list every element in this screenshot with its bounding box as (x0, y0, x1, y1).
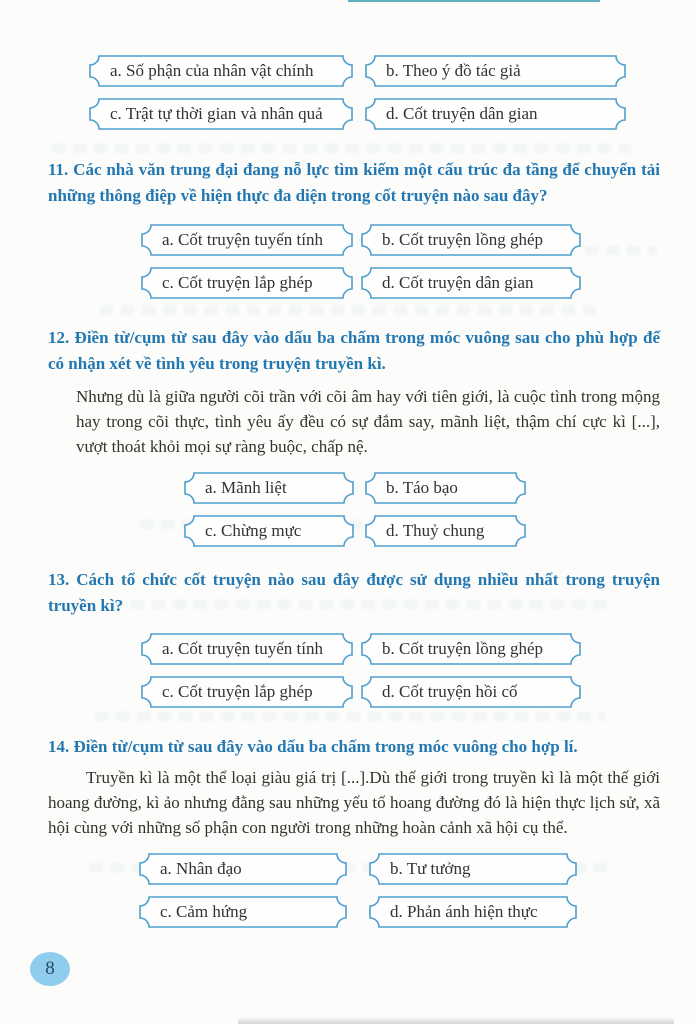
answer-option-label: a. Số phận của nhân vật chính (110, 61, 314, 80)
answer-option-label: d. Cốt truyện dân gian (386, 104, 538, 123)
answer-option-label: a. Cốt truyện tuyến tính (162, 639, 324, 658)
question-14 (48, 734, 660, 927)
answer-row (48, 854, 660, 884)
answer-row (48, 225, 660, 255)
answer-option-label: d. Phản ánh hiện thực (390, 902, 538, 921)
answer-option-label: b. Theo ý đồ tác giả (386, 61, 521, 80)
question-12 (48, 325, 660, 546)
answer-option-b (366, 56, 625, 86)
answer-option-a (90, 56, 352, 86)
answer-row (48, 56, 660, 86)
answer-group (48, 225, 660, 298)
answer-option-d (370, 897, 576, 927)
question-title: 14. Điền từ/cụm từ sau đây vào dấu ba chấm trong móc vuông cho hợp lí. (48, 737, 578, 756)
answer-option-label: b. Cốt truyện lồng ghép (382, 639, 544, 658)
answer-option-label: b. Cốt truyện lồng ghép (382, 230, 544, 249)
question-title: 12. Điền từ/cụm từ sau đây vào dấu ba chấm trong móc vuông sau cho phù hợp để có nhận xét về tình yêu trong truyện truyền kì. (48, 328, 660, 373)
answer-group-carryover (48, 56, 660, 129)
answer-row (48, 897, 660, 927)
answer-row (48, 268, 660, 298)
answer-option-b (362, 225, 580, 255)
answer-option-label: b. Táo bạo (386, 478, 458, 497)
answer-option-d (362, 677, 580, 707)
question-passage: Truyền kì là một thể loại giàu giá trị [...].Dù thế giới trong truyền kì là một thế giới hoang đường, kì ảo nhưng đằng sau những yếu tố hoang đường đó là hiện thực lịch sử, xã hội cùng với những số phận con người trong những hoàn cảnh xã hội cụ thể. (48, 768, 660, 837)
answer-option-label: a. Nhân đạo (160, 859, 242, 878)
answer-option-c (185, 516, 353, 546)
answer-group (48, 634, 660, 707)
answer-option-c (90, 99, 352, 129)
answer-option-label: d. Cốt truyện hồi cố (382, 682, 518, 701)
answer-option-label: a. Cốt truyện tuyến tính (162, 230, 324, 249)
answer-option-label: d. Thuỷ chung (386, 521, 485, 540)
answer-option-c (142, 268, 352, 298)
answer-option-b (370, 854, 576, 884)
question-title: 11. Các nhà văn trung đại đang nỗ lực tìm kiếm một cấu trúc đa tầng để chuyển tải những thông điệp về hiện thực đa diện trong cốt truyện nào sau đây? (48, 160, 660, 205)
answer-option-label: c. Cảm hứng (160, 902, 248, 921)
question-passage: Nhưng dù là giữa người cõi trần với cõi âm hay với tiên giới, là cuộc tình trong mộng hay trong cõi thực, tình yêu ấy đều có sự đắm say, mãnh liệt, thậm chí cực kì [...], vượt thoát khỏi mọi sự ràng buộc, chấp nệ. (76, 387, 660, 456)
answer-option-d (366, 516, 525, 546)
answer-option-a (140, 854, 346, 884)
question-13 (48, 567, 660, 707)
answer-row (48, 677, 660, 707)
answer-row (48, 99, 660, 129)
answer-option-b (362, 634, 580, 664)
answer-option-label: c. Trật tự thời gian và nhân quả (110, 104, 323, 123)
page-content (48, 56, 660, 927)
answer-option-label: b. Tư tưởng (390, 859, 471, 878)
question-title: 13. Cách tổ chức cốt truyện nào sau đây được sử dụng nhiều nhất trong truyện truyền kì? (48, 570, 660, 615)
answer-option-label: d. Cốt truyện dân gian (382, 273, 534, 292)
scan-shadow-artifact (238, 1017, 674, 1024)
answer-option-c (140, 897, 346, 927)
answer-option-label: c. Cốt truyện lắp ghép (162, 682, 313, 701)
answer-row (48, 473, 660, 503)
answer-option-a (142, 225, 352, 255)
scan-edge-artifact (348, 0, 600, 2)
answer-group (48, 854, 660, 927)
answer-option-a (185, 473, 353, 503)
answer-row (48, 634, 660, 664)
answer-option-d (362, 268, 580, 298)
question-11 (48, 157, 660, 298)
answer-option-label: c. Cốt truyện lắp ghép (162, 273, 313, 292)
answer-group (48, 473, 660, 546)
page-number: 8 (45, 958, 55, 979)
answer-option-label: c. Chừng mực (205, 521, 302, 540)
answer-option-c (142, 677, 352, 707)
answer-row (48, 516, 660, 546)
answer-option-label: a. Mãnh liệt (205, 478, 287, 497)
answer-option-b (366, 473, 525, 503)
page-number-badge (30, 952, 70, 986)
answer-option-d (366, 99, 625, 129)
answer-option-a (142, 634, 352, 664)
